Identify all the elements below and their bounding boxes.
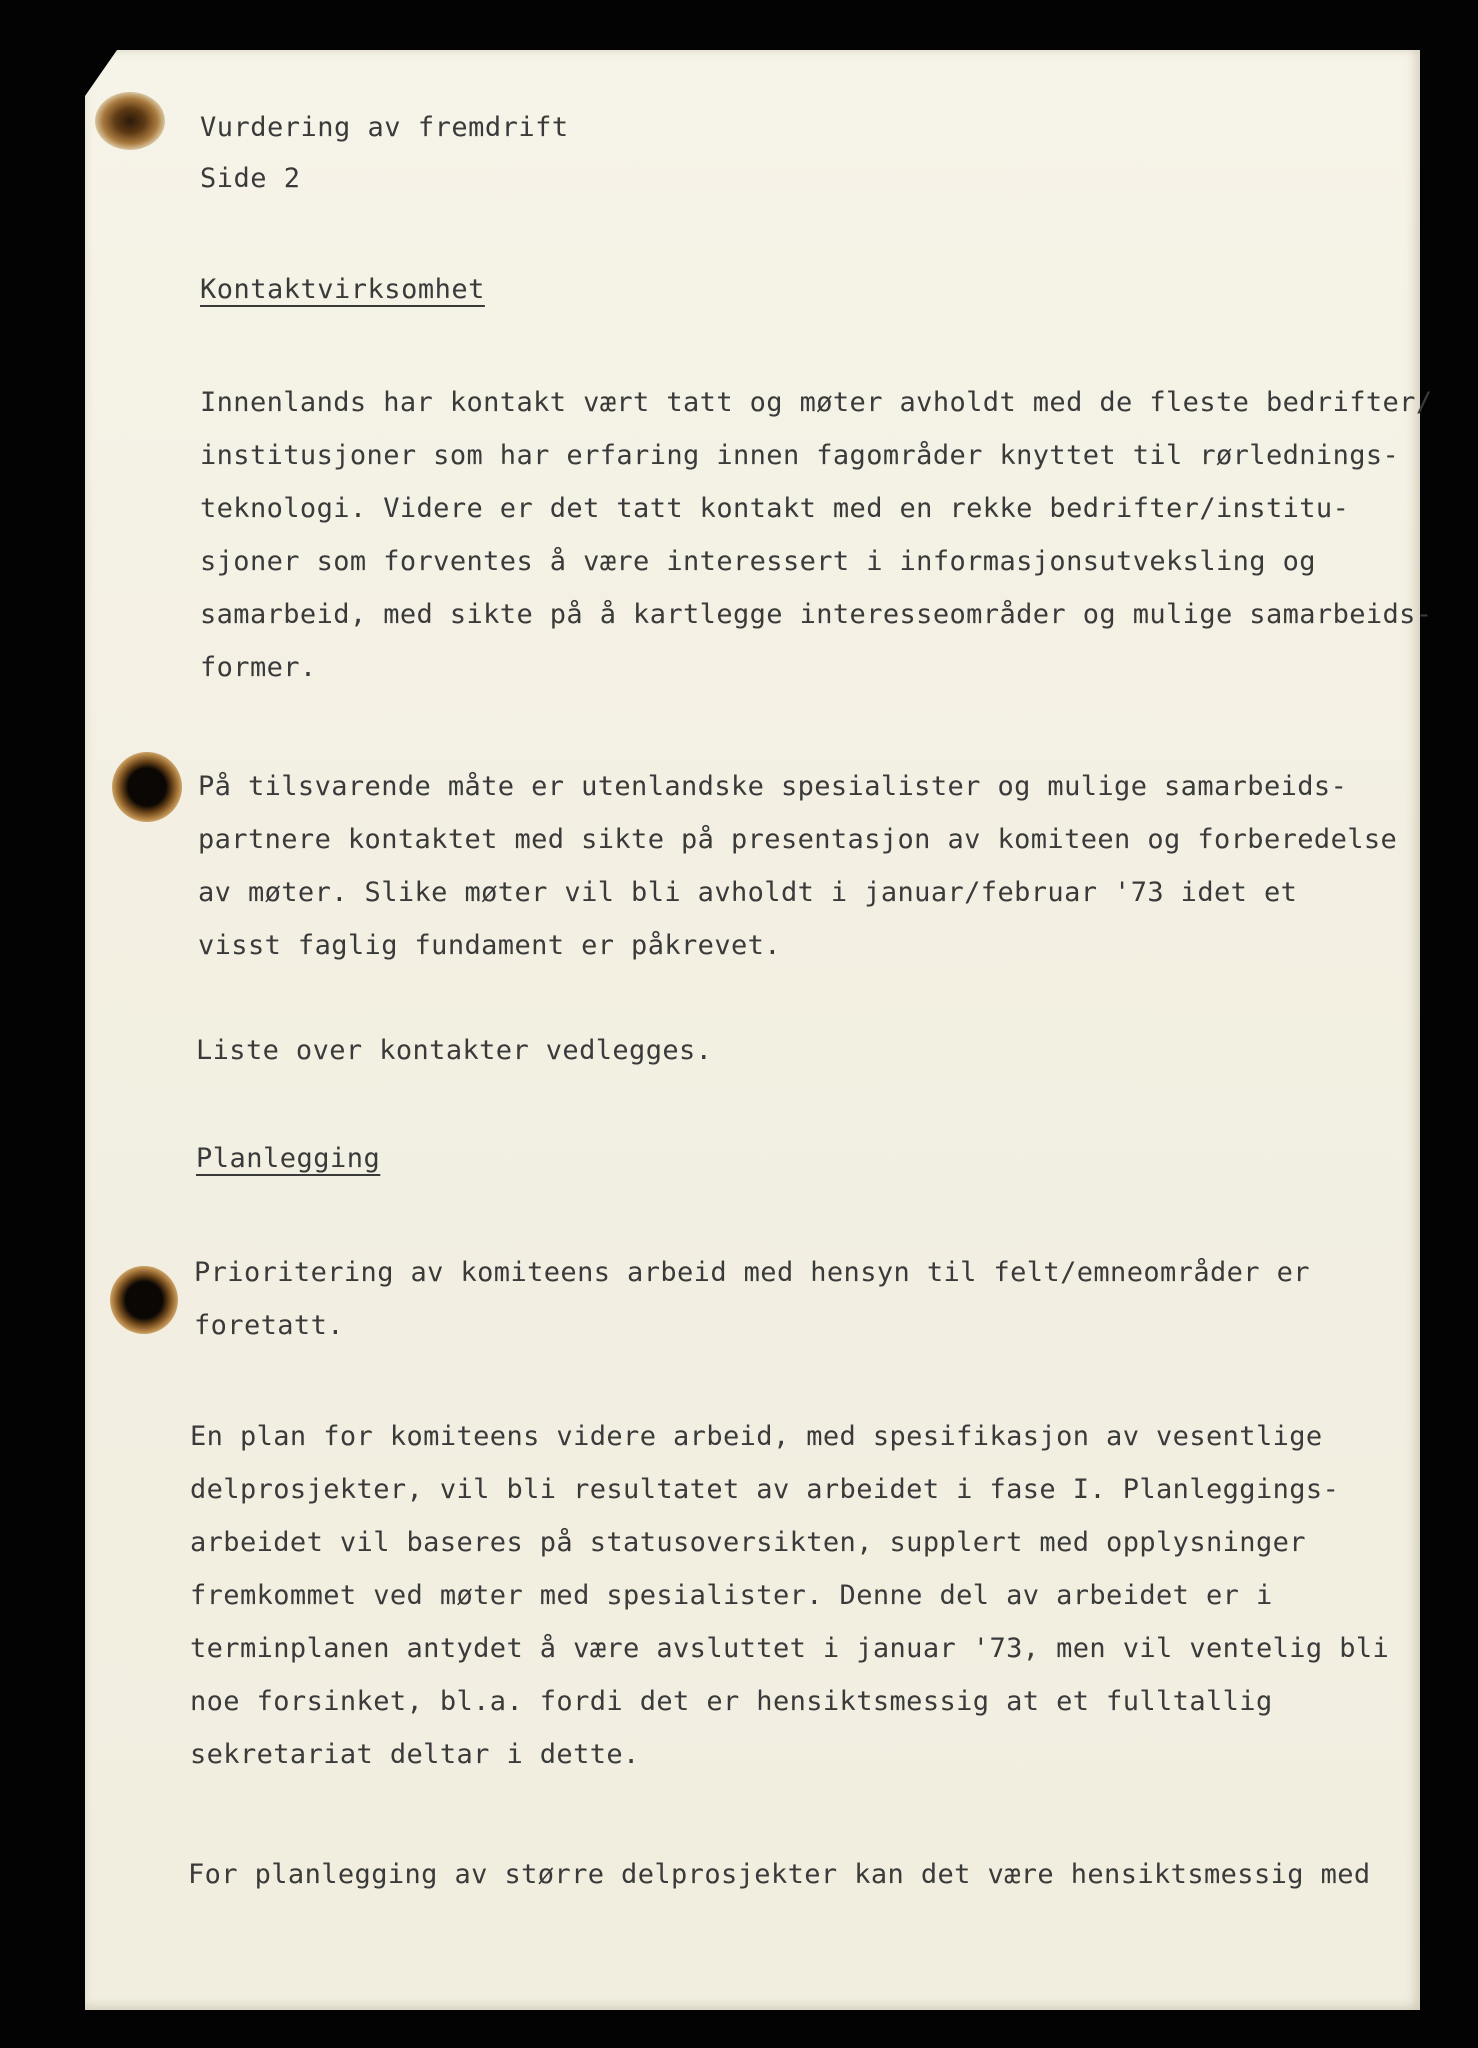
text-line: partnere kontaktet med sikte på presentasjon av komiteen og forberedelse [198, 824, 1398, 855]
burn-mark-top [95, 92, 165, 150]
text-line: arbeidet vil baseres på statusoversikten, supplert med opplysninger [190, 1527, 1306, 1558]
text-line: Prioritering av komiteens arbeid med hensyn til felt/emneområder er [194, 1257, 1310, 1288]
section-heading-planlegging: Planlegging [196, 1143, 381, 1174]
text-line: sjoner som forventes å være interessert i informasjonsutveksling og [200, 546, 1316, 577]
text-line: På tilsvarende måte er utenlandske spesialister og mulige samarbeids- [198, 771, 1348, 802]
text-line: For planlegging av større delprosjekter kan det være hensiktsmessig med [188, 1859, 1371, 1890]
text-line: noe forsinket, bl.a. fordi det er hensiktsmessig at et fulltallig [190, 1686, 1273, 1717]
text-line: sekretariat deltar i dette. [190, 1739, 640, 1770]
paragraph [190, 1410, 1389, 1781]
document-title: Vurdering av fremdrift [200, 112, 569, 143]
text-line: delprosjekter, vil bli resultatet av arbeidet i fase I. Planleggings- [190, 1474, 1340, 1505]
text-line: av møter. Slike møter vil bli avholdt i januar/februar '73 idet et [198, 877, 1298, 908]
paragraph [194, 1246, 1310, 1352]
text-line: foretatt. [194, 1310, 344, 1341]
punch-hole-lower [110, 1266, 178, 1334]
paragraph [198, 760, 1397, 972]
text-line: samarbeid, med sikte på å kartlegge interesseområder og mulige samarbeids- [200, 599, 1433, 630]
text-line: teknologi. Videre er det tatt kontakt med en rekke bedrifter/institu- [200, 493, 1350, 524]
punch-hole-upper [112, 752, 182, 822]
paragraph [188, 1848, 1371, 1901]
text-line: visst faglig fundament er påkrevet. [198, 930, 781, 961]
page-number: Side 2 [200, 163, 301, 194]
text-line: En plan for komiteens videre arbeid, med spesifikasjon av vesentlige [190, 1421, 1323, 1452]
text-line: Innenlands har kontakt vært tatt og møter avholdt med de fleste bedrifter/ [200, 387, 1433, 418]
text-line: terminplanen antydet å være avsluttet i januar '73, men vil ventelig bli [190, 1633, 1390, 1664]
text-line: Liste over kontakter vedlegges. [196, 1035, 713, 1066]
section-heading-kontaktvirksomhet: Kontaktvirksomhet [200, 274, 485, 305]
text-line: fremkommet ved møter med spesialister. Denne del av arbeidet er i [190, 1580, 1273, 1611]
text-line: institusjoner som har erfaring innen fagområder knyttet til rørlednings- [200, 440, 1400, 471]
text-line: former. [200, 652, 317, 683]
torn-corner [85, 50, 117, 96]
paragraph [196, 1024, 712, 1077]
paragraph [200, 376, 1433, 694]
